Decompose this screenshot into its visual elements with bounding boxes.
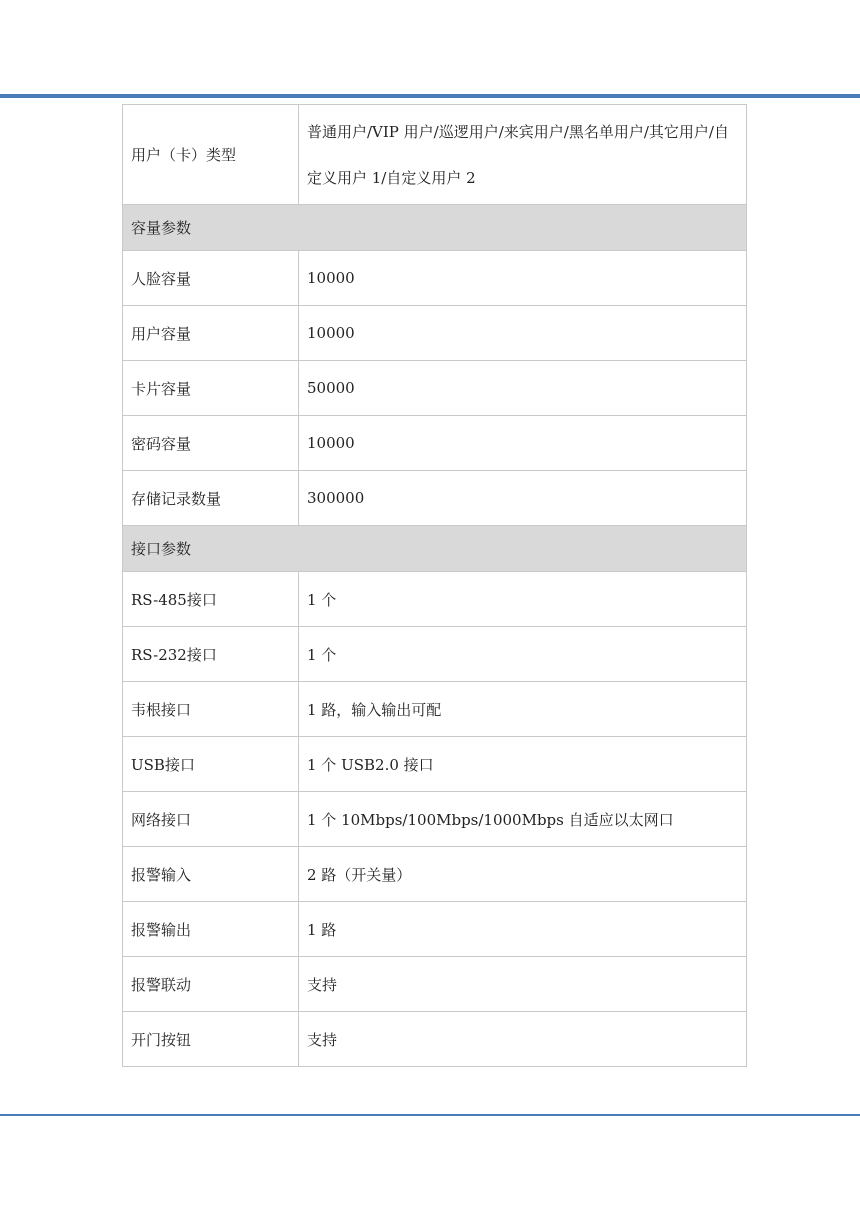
- section-title: 接口参数: [123, 526, 747, 572]
- table-row: [123, 847, 747, 902]
- section-row: [123, 526, 747, 572]
- row-label: RS-232接口: [123, 627, 299, 682]
- row-value: 10000: [299, 306, 747, 361]
- row-label: 密码容量: [123, 416, 299, 471]
- row-label: USB接口: [123, 737, 299, 792]
- row-label: 卡片容量: [123, 361, 299, 416]
- row-value: 支持: [299, 1012, 747, 1067]
- row-label: 用户容量: [123, 306, 299, 361]
- footer-rule: [0, 1114, 860, 1116]
- table-row: [123, 902, 747, 957]
- row-label: 开门按钮: [123, 1012, 299, 1067]
- table-row: [123, 627, 747, 682]
- row-value: 1 个 10Mbps/100Mbps/1000Mbps 自适应以太网口: [299, 792, 747, 847]
- row-value: 300000: [299, 471, 747, 526]
- row-value: 1 个 USB2.0 接口: [299, 737, 747, 792]
- table-row: [123, 737, 747, 792]
- row-value: 普通用户/VIP 用户/巡逻用户/来宾用户/黑名单用户/其它用户/自定义用户 1/自定义用户 2: [299, 105, 747, 205]
- row-value: 2 路（开关量）: [299, 847, 747, 902]
- row-value: 10000: [299, 251, 747, 306]
- table-row: [123, 105, 747, 205]
- table-row: [123, 572, 747, 627]
- table-row: [123, 251, 747, 306]
- row-label: 报警输入: [123, 847, 299, 902]
- row-value: 1 路，输入输出可配: [299, 682, 747, 737]
- row-value: 10000: [299, 416, 747, 471]
- table-row: [123, 361, 747, 416]
- row-label: 网络接口: [123, 792, 299, 847]
- header-rule: [0, 94, 860, 98]
- table-row: [123, 306, 747, 361]
- row-label: 报警输出: [123, 902, 299, 957]
- row-label: 用户（卡）类型: [123, 105, 299, 205]
- table-row: [123, 416, 747, 471]
- row-value: 1 个: [299, 627, 747, 682]
- row-label: RS-485接口: [123, 572, 299, 627]
- table-row: [123, 682, 747, 737]
- row-value: 支持: [299, 957, 747, 1012]
- spec-table: [122, 104, 747, 1067]
- section-title: 容量参数: [123, 205, 747, 251]
- table-row: [123, 792, 747, 847]
- section-row: [123, 205, 747, 251]
- table-row: [123, 957, 747, 1012]
- row-label: 报警联动: [123, 957, 299, 1012]
- row-label: 存储记录数量: [123, 471, 299, 526]
- row-label: 韦根接口: [123, 682, 299, 737]
- row-value: 1 路: [299, 902, 747, 957]
- row-value: 50000: [299, 361, 747, 416]
- table-row: [123, 1012, 747, 1067]
- table-row: [123, 471, 747, 526]
- row-value: 1 个: [299, 572, 747, 627]
- row-label: 人脸容量: [123, 251, 299, 306]
